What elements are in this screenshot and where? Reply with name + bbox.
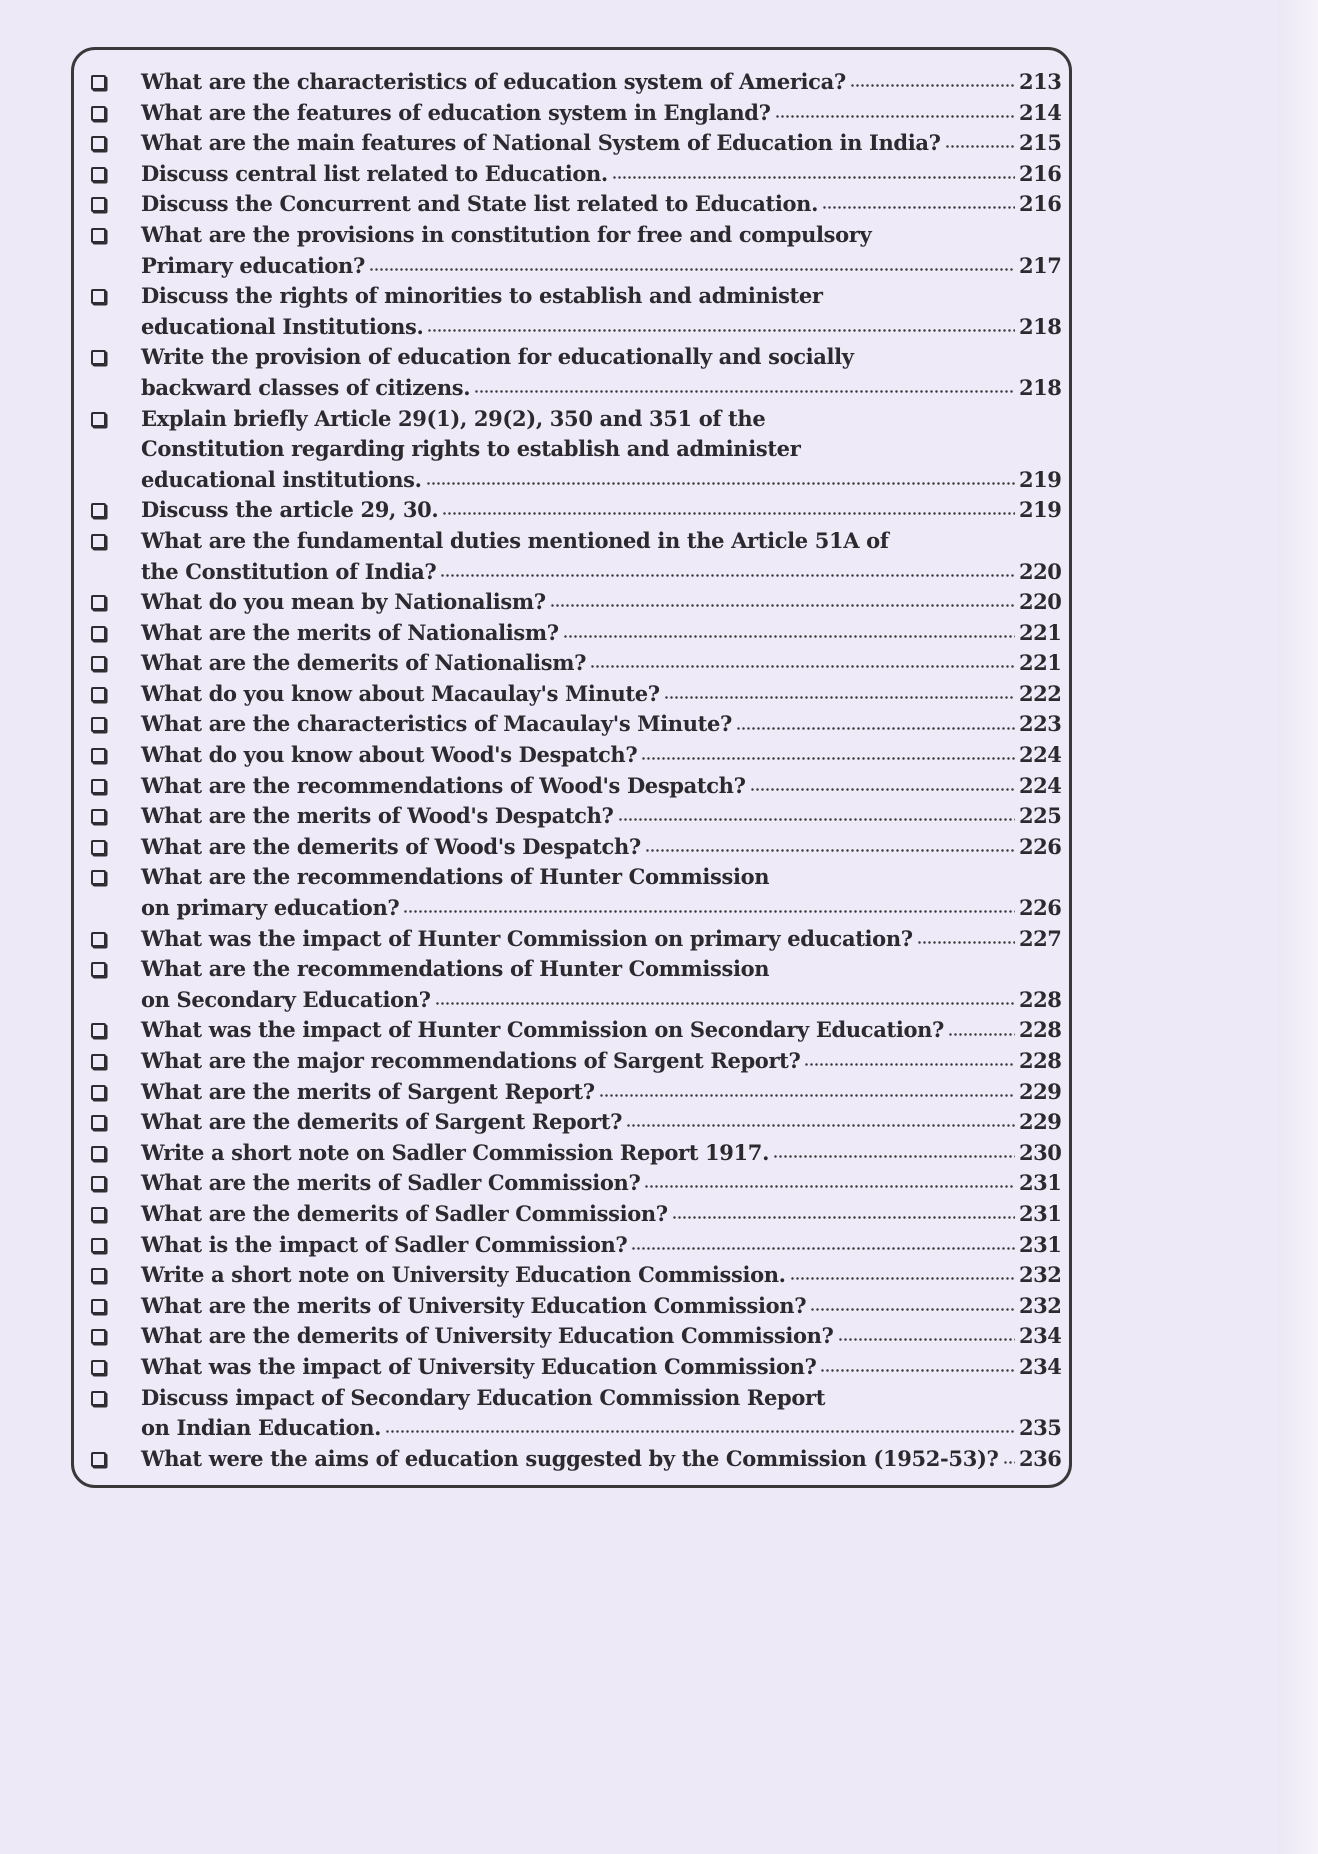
entry-title-line: What are the merits of Sadler Commission?	[141, 1170, 641, 1196]
dot-leader	[790, 1275, 1015, 1283]
page-number[interactable]: 216	[1019, 191, 1062, 217]
entry-title-line: What are the provisions in constitution for free and compulsory	[141, 221, 872, 247]
checkbox-icon[interactable]	[91, 1268, 106, 1283]
entry-title-line: the Constitution of India?	[141, 558, 437, 584]
dot-leader	[427, 326, 1015, 334]
dot-leader	[440, 571, 1015, 579]
dot-leader	[672, 1214, 1015, 1222]
dot-leader	[948, 1030, 1015, 1038]
page-number[interactable]: 236	[1019, 1445, 1062, 1471]
page-number[interactable]: 227	[1019, 925, 1062, 951]
dot-leader	[442, 510, 1015, 518]
entry-last-line	[141, 189, 1062, 220]
page-number[interactable]: 223	[1019, 711, 1062, 737]
page-number[interactable]: 228	[1019, 1048, 1062, 1073]
page-number[interactable]: 225	[1019, 803, 1062, 829]
entry-last-line	[141, 679, 1062, 710]
checkbox-icon[interactable]	[91, 412, 106, 427]
dot-leader	[945, 143, 1015, 151]
page-number[interactable]: 234	[1019, 1323, 1062, 1349]
dot-leader	[838, 1336, 1015, 1344]
entry-title-line: on Indian Education.	[141, 1415, 382, 1441]
page-number[interactable]: 228	[1019, 986, 1062, 1012]
toc-entry[interactable]	[89, 159, 1062, 190]
toc-entry[interactable]	[89, 1015, 1062, 1046]
dot-leader	[426, 479, 1015, 487]
toc-entry[interactable]	[89, 128, 1062, 159]
page-number[interactable]: 235	[1019, 1415, 1062, 1441]
checkbox-icon[interactable]	[91, 289, 106, 304]
entry-title-line: Write a short note on University Education Commission.	[141, 1262, 786, 1288]
toc-entry[interactable]	[89, 1291, 1062, 1322]
entry-last-line	[141, 740, 1062, 771]
checkbox-icon[interactable]	[91, 1085, 106, 1100]
checkbox-icon[interactable]	[91, 1238, 106, 1253]
toc-entry[interactable]	[89, 618, 1062, 649]
entry-title-line: What are the characteristics of Macaulay's Minute?	[141, 711, 732, 737]
toc-entry[interactable]	[89, 1199, 1062, 1230]
entry-title-line: What is the impact of Sadler Commission?	[141, 1231, 628, 1257]
entry-title-line: What was the impact of Hunter Commission on primary education?	[141, 925, 913, 951]
page-number[interactable]: 229	[1019, 1078, 1062, 1104]
entry-title-line: What are the demerits of University Education Commission?	[141, 1323, 834, 1349]
dot-leader	[1003, 1458, 1016, 1466]
entry-last-line	[141, 1352, 1062, 1383]
toc-entry[interactable]	[89, 1138, 1062, 1169]
checkbox-icon[interactable]	[91, 1054, 106, 1069]
page-number[interactable]: 213	[1019, 69, 1062, 94]
entry-last-line	[141, 832, 1062, 863]
toc-entry[interactable]	[89, 189, 1062, 220]
dot-leader	[599, 1091, 1015, 1099]
toc-entry[interactable]	[89, 924, 1062, 955]
entry-title-line: Discuss central list related to Education.	[141, 160, 608, 186]
entry-last-line	[141, 159, 1062, 190]
entry-title-line: What are the merits of Sargent Report?	[141, 1078, 595, 1104]
dot-leader	[850, 82, 1015, 90]
entry-last-line	[141, 587, 1062, 618]
toc-entry[interactable]	[89, 1077, 1062, 1108]
page-number[interactable]: 219	[1019, 497, 1062, 523]
entry-title-line: Constitution regarding rights to establish and administer	[141, 436, 801, 462]
entry-last-line	[141, 1138, 1062, 1169]
checkbox-icon[interactable]	[91, 1146, 106, 1161]
entry-title-line: What do you know about Macaulay's Minute?	[141, 680, 660, 706]
entry-title-line: backward classes of citizens.	[141, 374, 471, 400]
page-number[interactable]: 231	[1019, 1231, 1062, 1257]
toc-entry[interactable]	[89, 220, 1062, 281]
checkbox-icon[interactable]	[91, 748, 106, 763]
entry-last-line	[141, 251, 1062, 282]
dot-leader	[664, 693, 1015, 701]
checkbox-icon[interactable]	[91, 1299, 106, 1314]
checkbox-icon[interactable]	[91, 197, 106, 212]
page-number[interactable]: 216	[1019, 160, 1062, 186]
checkbox-icon[interactable]	[91, 1207, 106, 1222]
dot-leader	[626, 1122, 1015, 1130]
entry-title-line: What do you know about Wood's Despatch?	[141, 742, 638, 768]
entry-title-line: What are the merits of Wood's Despatch?	[141, 803, 614, 829]
entry-last-line	[141, 1321, 1062, 1352]
entry-title-line: What are the characteristics of education system of America?	[141, 69, 846, 94]
entry-title-line: educational Institutions.	[141, 313, 424, 339]
toc-entry[interactable]	[89, 1383, 1062, 1444]
toc-entry[interactable]	[89, 954, 1062, 1015]
checkbox-icon[interactable]	[91, 534, 106, 549]
entry-last-line	[141, 1199, 1062, 1230]
dot-leader	[563, 632, 1015, 640]
toc-entry[interactable]	[89, 342, 1062, 403]
page-number[interactable]: 224	[1019, 772, 1062, 798]
page-number[interactable]: 215	[1019, 130, 1062, 156]
toc-entry[interactable]	[89, 495, 1062, 526]
dot-leader	[917, 938, 1015, 946]
entry-last-line	[141, 1260, 1062, 1291]
dot-leader	[590, 663, 1015, 671]
entry-title-line: Discuss the rights of minorities to establish and administer	[141, 283, 823, 309]
entry-last-line	[141, 893, 1062, 924]
entry-title-line: on primary education?	[141, 895, 400, 921]
checkbox-icon[interactable]	[91, 1023, 106, 1038]
toc-entry[interactable]	[89, 1260, 1062, 1291]
toc-entry[interactable]	[89, 587, 1062, 618]
entry-title-line: What are the demerits of Wood's Despatch?	[141, 833, 641, 859]
entry-title-line: What are the main features of National System of Education in India?	[141, 130, 941, 156]
toc-entry[interactable]	[89, 709, 1062, 740]
entry-title-line: What are the merits of University Education Commission?	[141, 1292, 807, 1318]
dot-leader	[641, 755, 1015, 763]
checkbox-icon[interactable]	[91, 687, 106, 702]
page-number[interactable]: 226	[1019, 895, 1062, 921]
checkbox-icon[interactable]	[91, 503, 106, 518]
checkbox-icon[interactable]	[91, 228, 106, 243]
entry-last-line	[141, 1291, 1062, 1322]
page-number[interactable]: 217	[1019, 252, 1062, 278]
entry-last-line	[141, 1015, 1062, 1046]
checkbox-icon[interactable]	[91, 167, 106, 182]
dot-leader	[612, 173, 1015, 181]
dot-leader	[810, 1305, 1015, 1313]
toc-entry[interactable]	[89, 648, 1062, 679]
page-number[interactable]: 222	[1019, 680, 1062, 706]
entry-title-line: What are the features of education system in England?	[141, 99, 771, 125]
dot-leader	[631, 1244, 1015, 1252]
toc-entry[interactable]	[89, 1107, 1062, 1138]
checkbox-icon[interactable]	[91, 75, 106, 90]
toc-entry[interactable]	[89, 1444, 1062, 1475]
dot-leader	[550, 602, 1015, 610]
entry-last-line	[141, 924, 1062, 955]
toc-entry[interactable]	[89, 67, 1062, 98]
toc-entry[interactable]	[89, 862, 1062, 923]
checkbox-icon[interactable]	[91, 1452, 106, 1467]
entry-title-line: Discuss the Concurrent and State list related to Education.	[141, 191, 819, 217]
page-number[interactable]: 230	[1019, 1139, 1062, 1165]
dot-leader	[822, 204, 1015, 212]
entry-title-line: on Secondary Education?	[141, 986, 431, 1012]
entry-last-line	[141, 1077, 1062, 1108]
toc-entry[interactable]	[89, 801, 1062, 832]
entry-last-line	[141, 1168, 1062, 1199]
checkbox-icon[interactable]	[91, 1115, 106, 1130]
checkbox-icon[interactable]	[91, 1176, 106, 1191]
page-number[interactable]: 224	[1019, 742, 1062, 768]
entry-last-line	[141, 618, 1062, 649]
page-number[interactable]: 220	[1019, 589, 1062, 615]
dot-leader	[750, 785, 1015, 793]
entry-last-line	[141, 801, 1062, 832]
page-number[interactable]: 228	[1019, 1017, 1062, 1043]
entry-last-line	[141, 1046, 1062, 1077]
toc-list	[89, 67, 1062, 1474]
checkbox-icon[interactable]	[91, 350, 106, 365]
dot-leader	[403, 908, 1015, 916]
entry-last-line	[141, 648, 1062, 679]
entry-title-line: What are the demerits of Nationalism?	[141, 650, 587, 676]
checkbox-icon[interactable]	[91, 106, 106, 121]
entry-last-line	[141, 1413, 1062, 1444]
entry-title-line: What are the demerits of Sadler Commission?	[141, 1200, 668, 1226]
dot-leader	[644, 1183, 1015, 1191]
page-number[interactable]: 226	[1019, 833, 1062, 859]
entry-last-line	[141, 1230, 1062, 1261]
checkbox-icon[interactable]	[91, 962, 106, 977]
entry-last-line	[141, 128, 1062, 159]
checkbox-icon[interactable]	[91, 932, 106, 947]
entry-last-line	[141, 312, 1062, 343]
dot-leader	[775, 112, 1015, 120]
entry-title-line: Write the provision of education for educationally and socially	[141, 344, 854, 370]
dot-leader	[435, 999, 1015, 1007]
toc-entry[interactable]	[89, 1352, 1062, 1383]
toc-entry[interactable]	[89, 679, 1062, 710]
page-number[interactable]: 232	[1019, 1292, 1062, 1318]
entry-title-line: What are the recommendations of Wood's Despatch?	[141, 772, 746, 798]
toc-entry[interactable]	[89, 1168, 1062, 1199]
dot-leader	[385, 1428, 1015, 1436]
entry-title-line: Discuss impact of Secondary Education Commission Report	[141, 1384, 826, 1410]
entry-title-line: What was the impact of University Education Commission?	[141, 1353, 817, 1379]
dot-leader	[618, 816, 1016, 824]
entry-title-line: What are the recommendations of Hunter Commission	[141, 956, 770, 982]
page-number[interactable]: 221	[1019, 619, 1062, 645]
page-number[interactable]: 214	[1019, 99, 1062, 125]
dot-leader	[773, 1152, 1015, 1160]
entry-title-line: What are the demerits of Sargent Report?	[141, 1109, 623, 1135]
dot-leader	[736, 724, 1015, 732]
checkbox-icon[interactable]	[91, 1329, 106, 1344]
entry-title-line: What was the impact of Hunter Commission on Secondary Education?	[141, 1017, 944, 1043]
entry-title-line: Discuss the article 29, 30.	[141, 497, 439, 523]
toc-entry[interactable]	[89, 98, 1062, 129]
page-number[interactable]: 232	[1019, 1262, 1062, 1288]
entry-last-line	[141, 709, 1062, 740]
page-number[interactable]: 221	[1019, 650, 1062, 676]
checkbox-icon[interactable]	[91, 136, 106, 151]
toc-entry[interactable]	[89, 832, 1062, 863]
dot-leader	[645, 846, 1015, 854]
dot-leader	[369, 265, 1015, 273]
entry-last-line	[141, 985, 1062, 1016]
entry-last-line	[141, 495, 1062, 526]
page-number[interactable]: 231	[1019, 1170, 1062, 1196]
toc-entry[interactable]	[89, 771, 1062, 802]
entry-title-line: What are the recommendations of Hunter Commission	[141, 864, 770, 890]
entry-title-line: What were the aims of education suggested by the Commission (1952-53)?	[141, 1445, 999, 1471]
dot-leader	[474, 388, 1015, 396]
entry-title-line: What are the fundamental duties mentioned in the Article 51A of	[141, 527, 889, 553]
checkbox-icon[interactable]	[91, 840, 106, 855]
page-number[interactable]: 218	[1019, 374, 1062, 400]
toc-entry[interactable]	[89, 1046, 1062, 1077]
entry-last-line	[141, 1107, 1062, 1138]
toc-entry[interactable]	[89, 740, 1062, 771]
checkbox-icon[interactable]	[91, 1391, 106, 1406]
checkbox-icon[interactable]	[91, 626, 106, 641]
toc-entry[interactable]	[89, 526, 1062, 587]
entry-last-line	[141, 373, 1062, 404]
checkbox-icon[interactable]	[91, 595, 106, 610]
entry-title-line: What are the major recommendations of Sargent Report?	[141, 1048, 801, 1073]
page-number[interactable]: 219	[1019, 466, 1062, 492]
entry-title-line: educational institutions.	[141, 466, 422, 492]
entry-last-line	[141, 465, 1062, 496]
checkbox-icon[interactable]	[91, 809, 106, 824]
toc-entry[interactable]	[89, 404, 1062, 496]
table-of-contents-box	[71, 47, 1072, 1488]
checkbox-icon[interactable]	[91, 870, 106, 885]
checkbox-icon[interactable]	[91, 1360, 106, 1375]
entry-title-line: Explain briefly Article 29(1), 29(2), 350 and 351 of the	[141, 405, 766, 431]
dot-leader	[804, 1061, 1015, 1069]
checkbox-icon[interactable]	[91, 656, 106, 671]
toc-entry[interactable]	[89, 1321, 1062, 1352]
dot-leader	[820, 1367, 1015, 1375]
toc-entry[interactable]	[89, 1230, 1062, 1261]
toc-entry[interactable]	[89, 281, 1062, 342]
entry-last-line	[141, 98, 1062, 129]
page-number[interactable]: 229	[1019, 1109, 1062, 1135]
page-number[interactable]: 231	[1019, 1200, 1062, 1226]
checkbox-icon[interactable]	[91, 779, 106, 794]
entry-title-line: What are the merits of Nationalism?	[141, 619, 559, 645]
entry-title-line: Write a short note on Sadler Commission Report 1917.	[141, 1139, 770, 1165]
entry-last-line	[141, 557, 1062, 588]
page-number[interactable]: 220	[1019, 558, 1062, 584]
entry-last-line	[141, 67, 1062, 98]
page-number[interactable]: 218	[1019, 313, 1062, 339]
entry-title-line: Primary education?	[141, 252, 365, 278]
page-number[interactable]: 234	[1019, 1353, 1062, 1379]
checkbox-icon[interactable]	[91, 717, 106, 732]
entry-title-line: What do you mean by Nationalism?	[141, 589, 546, 615]
entry-last-line	[141, 1444, 1062, 1475]
entry-last-line	[141, 771, 1062, 802]
page-edge	[1278, 0, 1318, 1854]
